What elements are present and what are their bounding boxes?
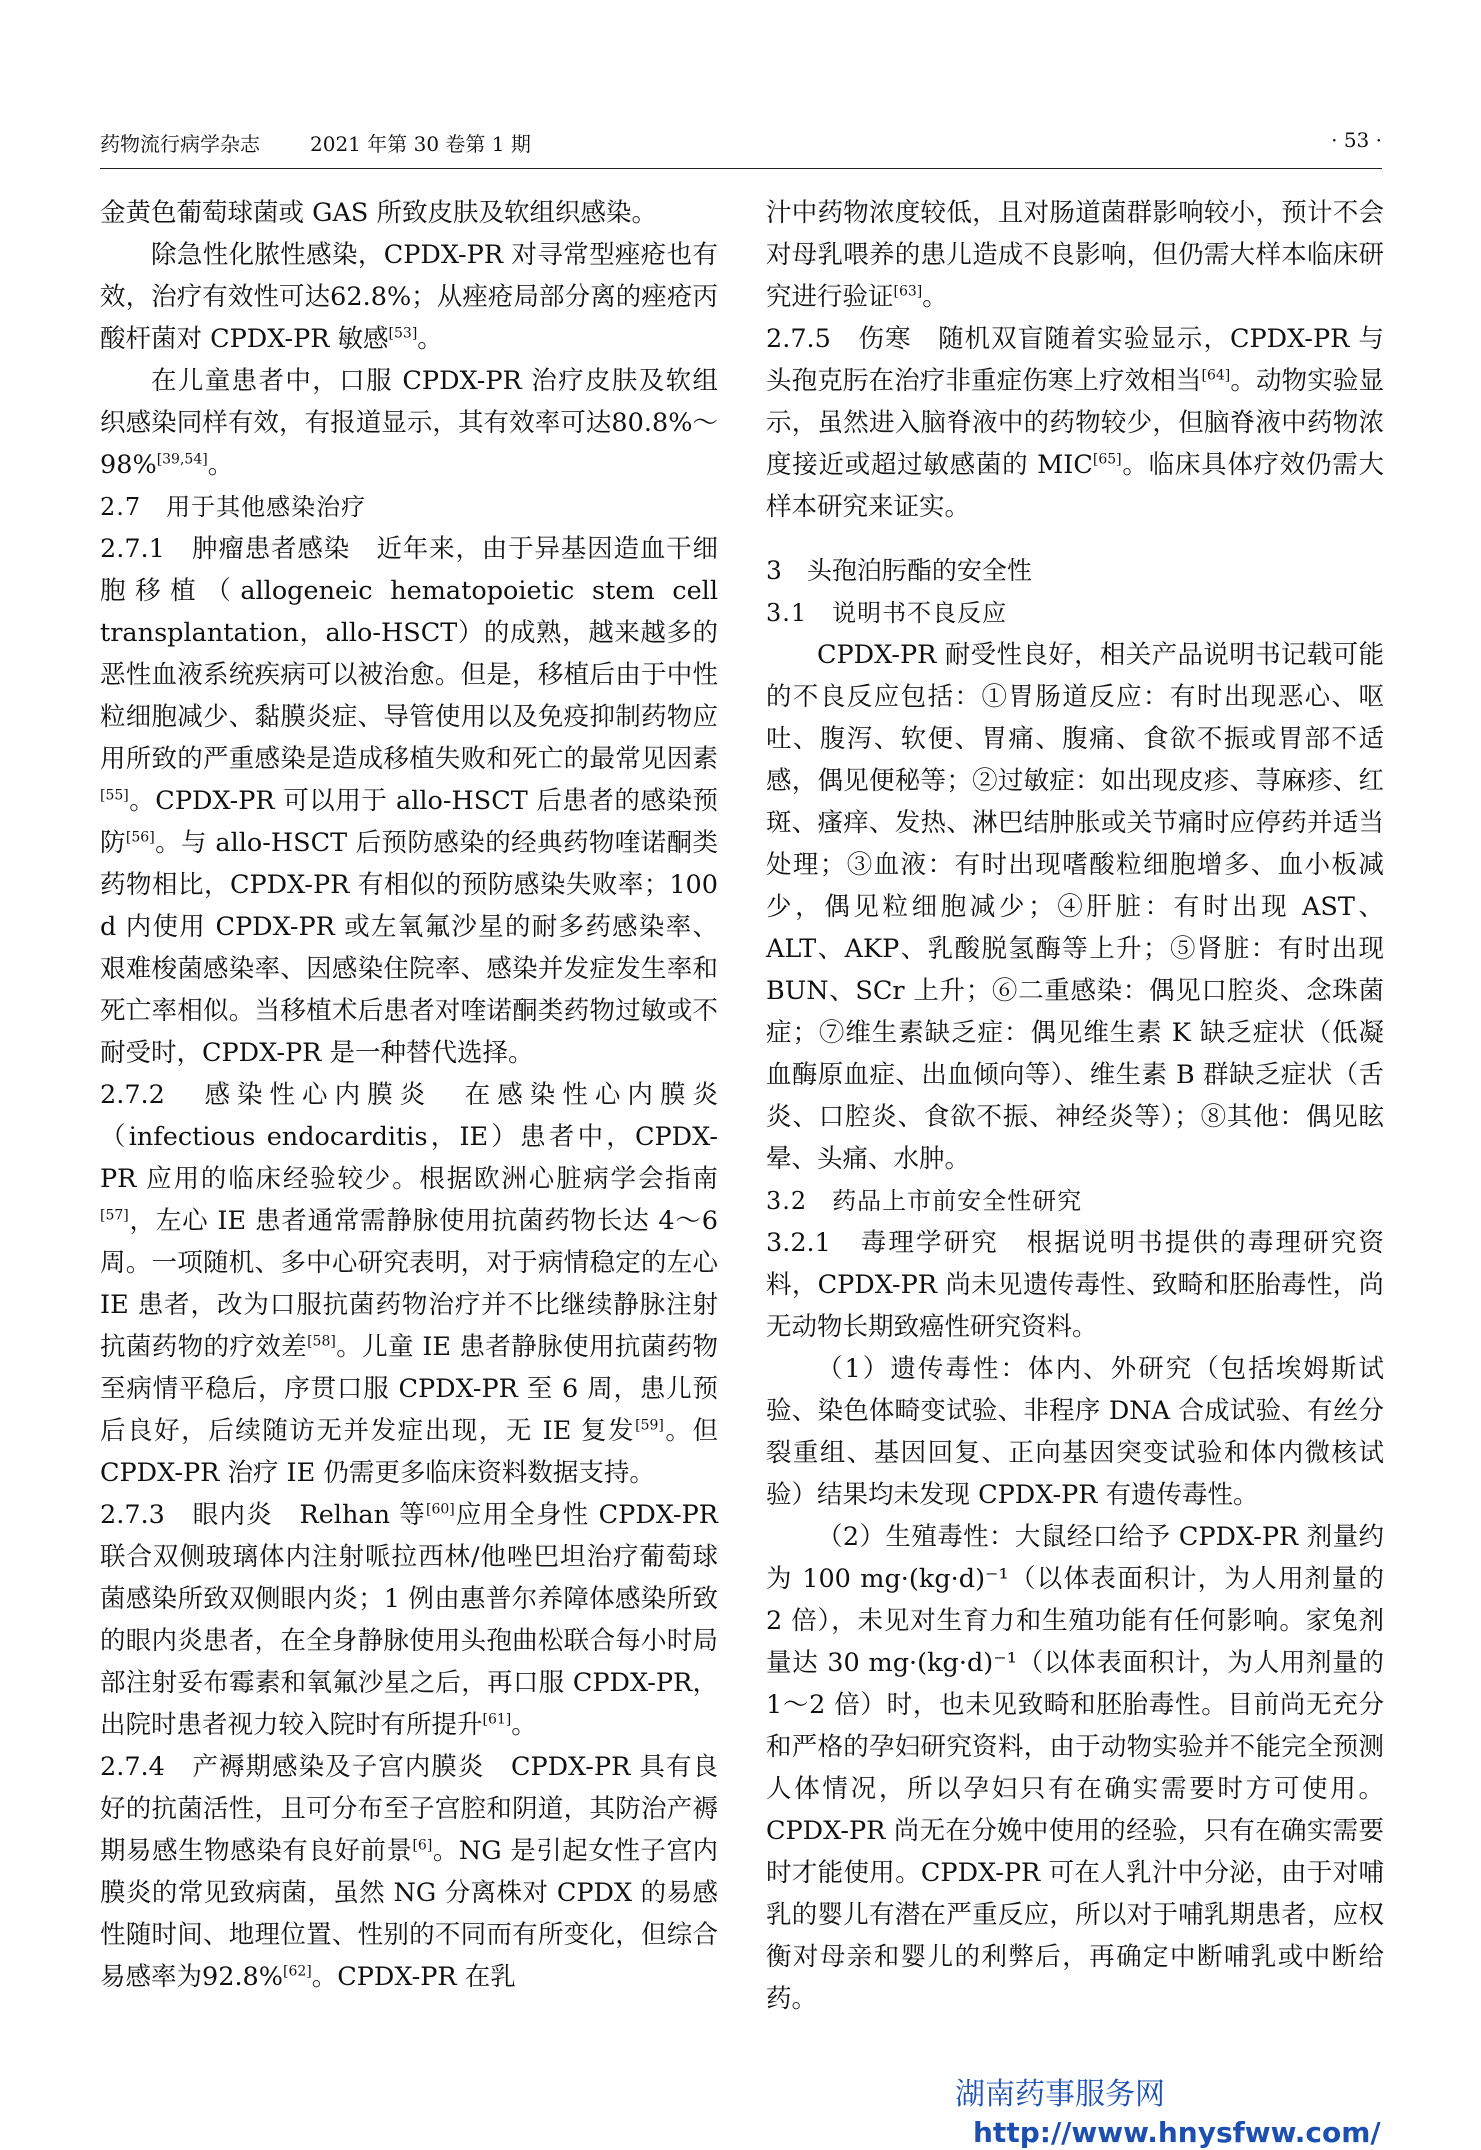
paragraph-text: 在感染性心内膜炎（infectious endocarditis，IE）患者中，CPDX-PR 应用的临床经验较少。根据欧洲心脏病学会指南: [100, 1080, 718, 1194]
citation-ref: [59]: [635, 1417, 664, 1434]
paragraph-text: 。CPDX-PR 可以用于 allo-HSCT 后患者的感染预防: [100, 786, 718, 858]
paragraph: [766, 1222, 1384, 1348]
paragraph-text: 。动物实验显示，虽然进入脑脊液中的药物较少，但脑脊液中药物浓度接近或超过敏感菌的 MIC: [766, 366, 1384, 480]
section-heading: 3 头孢泊肟酯的安全性: [766, 556, 1032, 585]
paragraph-text: 。但 CPDX-PR 治疗 IE 仍需更多临床资料数据支持。: [100, 1416, 718, 1488]
citation-ref: [65]: [1092, 451, 1122, 468]
citation-ref: [39,54]: [156, 451, 208, 468]
subsubsection-heading: 2.7.2 感染性心内膜炎: [100, 1080, 465, 1110]
paragraph: [766, 1348, 1384, 1516]
citation-ref: [62]: [283, 1963, 312, 1980]
subsubsection-heading: 3.2.1 毒理学研究: [766, 1228, 1027, 1258]
watermark-name: 湖南药事服务网: [955, 2077, 1165, 2112]
subsubsection-heading: 2.7.5 伤寒: [766, 324, 939, 354]
paragraph: [100, 1494, 718, 1746]
paragraph-text: （2）生殖毒性：大鼠经口给予 CPDX-PR 剂量约为 100 mg·(kg·d)⁻¹（以体表面积计，为人用剂量的 2 倍），未见对生育力和生殖功能有任何影响。家兔剂量达 30 mg·(kg·d)⁻¹（以体表面积计，为人用剂量的 1～2 倍）时，也未见致畸和胚胎毒性。目前尚无充分和严格的孕妇研究资料，由于动物实验并不能完全预测人体情况，所以孕妇只有在确实需要时方可使用。CPDX-PR 尚无在分娩中使用的经验，只有在确实需要时才能使用。CPDX-PR 可在人乳汁中分泌，由于对哺乳的婴儿有潜在严重反应，所以对于哺乳期患者，应权衡对母亲和婴儿的利弊后，再确定中断哺乳或中断给药。: [766, 1522, 1384, 2014]
section-gap: [766, 528, 1384, 550]
paragraph: [100, 1746, 718, 1998]
header-rule: [100, 168, 1382, 169]
paragraph: [100, 1074, 718, 1494]
paragraph: [100, 192, 718, 234]
paragraph-text: 。: [511, 1710, 537, 1740]
issue-info: 2021 年第 30 卷第 1 期: [310, 132, 531, 156]
citation-ref: [6]: [412, 1837, 433, 1854]
paragraph-text: CPDX-PR 耐受性良好，相关产品说明书记载可能的不良反应包括：①胃肠道反应：有时出现恶心、呕吐、腹泻、软便、胃痛、腹痛、食欲不振或胃部不适感，偶见便秘等；②过敏症：如出现皮疹、荨麻疹、红斑、瘙痒、发热、淋巴结肿胀或关节痛时应停药并适当处理；③血液：有时出现嗜酸粒细胞增多、血小板减少，偶见粒细胞减少；④肝脏：有时出现 AST、ALT、AKP、乳酸脱氢酶等上升；⑤肾脏：有时出现 BUN、SCr 上升；⑥二重感染：偶见口腔炎、念珠菌症；⑦维生素缺乏症：偶见维生素 K 缺乏症状（低凝血酶原血症、出血倾向等）、维生素 B 群缺乏症状（舌炎、口腔炎、食欲不振、神经炎等）；⑧其他：偶见眩晕、头痛、水肿。: [766, 640, 1384, 1174]
paragraph: [766, 192, 1384, 318]
paragraph-text: 随机双盲随着实验显示，CPDX-PR 与头孢克肟在治疗非重症伤寒上疗效相当: [766, 324, 1384, 396]
subsubsection-heading: 2.7.4 产褥期感染及子宫内膜炎: [100, 1752, 511, 1782]
citation-ref: [61]: [482, 1711, 512, 1728]
paragraph-text: 。临床具体疗效仍需大样本研究来证实。: [766, 450, 1384, 522]
paragraph: [766, 318, 1384, 528]
paragraph-text: 应用全身性 CPDX-PR 联合双侧玻璃体内注射哌拉西林/他唑巴坦治疗葡萄球菌感染所致双侧眼内炎；1 例由惠普尔养障体感染所致的眼内炎患者，在全身静脉使用头孢曲松联合每小时局部注射妥布霉素和氧氟沙星之后，再口服 CPDX-PR，出院时患者视力较入院时有所提升: [100, 1500, 718, 1740]
subsubsection-heading: 2.7.1 肿瘤患者感染: [100, 534, 377, 564]
citation-ref: [58]: [307, 1333, 336, 1350]
paragraph-text: Relhan 等: [299, 1500, 426, 1530]
subsection-heading: 3.2 药品上市前安全性研究: [766, 1187, 1083, 1215]
paragraph-text: 近年来，由于异基因造血干细胞移植（allogeneic hematopoietic stem cell transplantation，allo-HSCT）的成熟，越来越多的恶性血液系统疾病可以被治愈。但是，移植后由于中性粒细胞减少、黏膜炎症、导管使用以及免疫抑制药物应用所致的严重感染是造成移植失败和死亡的最常见因素: [100, 534, 718, 774]
watermark: [955, 2077, 1381, 2149]
right-column: [766, 192, 1384, 2020]
citation-ref: [53]: [388, 325, 418, 342]
citation-ref: [56]: [125, 829, 155, 846]
paragraph-text: 金黄色葡萄球菌或 GAS 所致皮肤及软组织感染。: [100, 198, 657, 228]
paragraph: [766, 1516, 1384, 2020]
paragraph-text: 。: [207, 450, 234, 480]
citation-ref: [64]: [1201, 367, 1231, 384]
citation-ref: [55]: [100, 787, 129, 804]
paragraph: [100, 528, 718, 1074]
paragraph-text: 。CPDX-PR 在乳: [311, 1962, 516, 1992]
watermark-url[interactable]: http://www.hnysfww.com/: [973, 2116, 1381, 2149]
paragraph-text: CPDX-PR 具有良好的抗菌活性，且可分布至子宫腔和阴道，其防治产褥期易感生物感染有良好前景: [100, 1752, 718, 1866]
citation-ref: [63]: [893, 283, 923, 300]
subsection-heading: 2.7 用于其他感染治疗: [100, 493, 367, 521]
paragraph-text: 除急性化脓性感染，CPDX-PR 对寻常型痤疮也有效，治疗有效性可达62.8%；从痤疮局部分离的痤疮丙酸杆菌对 CPDX-PR 敏感: [100, 240, 718, 354]
paragraph-text: 。儿童 IE 患者静脉使用抗菌药物至病情平稳后，序贯口服 CPDX-PR 至 6 周，患儿预后良好，后续随访无并发症出现，无 IE 复发: [100, 1332, 718, 1446]
page-number: · 53 ·: [1331, 128, 1382, 152]
paragraph-text: （1）遗传毒性：体内、外研究（包括埃姆斯试验、染色体畸变试验、非程序 DNA 合成试验、有丝分裂重组、基因回复、正向基因突变试验和体内微核试验）结果均未发现 CPDX-PR 有遗传毒性。: [766, 1354, 1384, 1510]
paragraph-text: 汁中药物浓度较低，且对肠道菌群影响较小，预计不会对母乳喂养的患儿造成不良影响，但仍需大样本临床研究进行验证: [766, 198, 1384, 312]
paragraph-text: 。: [417, 324, 443, 354]
paragraph-text: 。NG 是引起女性子宫内膜炎的常见致病菌，虽然 NG 分离株对 CPDX 的易感性随时间、地理位置、性别的不同而有所变化，但综合易感率为92.8%: [100, 1836, 718, 1992]
left-column: [100, 192, 718, 1998]
journal-name: 药物流行病学杂志: [100, 132, 260, 156]
paragraph-text: 根据说明书提供的毒理研究资料，CPDX-PR 尚未见遗传毒性、致畸和胚胎毒性，尚无动物长期致癌性研究资料。: [766, 1228, 1384, 1342]
subsection-heading: 3.1 说明书不良反应: [766, 599, 1008, 627]
paragraph-text: 。与 allo-HSCT 后预防感染的经典药物喹诺酮类药物相比，CPDX-PR 有相似的预防感染失败率；100 d 内使用 CPDX-PR 或左氧氟沙星的耐多药感染率、艰难梭菌感染率、因感染住院率、感染并发症发生率和死亡率相似。当移植术后患者对喹诺酮类药物过敏或不耐受时，CPDX-PR 是一种替代选择。: [100, 828, 718, 1068]
paragraph: [100, 234, 718, 360]
paragraph-text: 在儿童患者中，口服 CPDX-PR 治疗皮肤及软组织感染同样有效，有报道显示，其有效率可达80.8%～98%: [100, 366, 718, 480]
citation-ref: [57]: [100, 1207, 129, 1224]
citation-ref: [60]: [426, 1501, 455, 1518]
paragraph: [766, 634, 1384, 1180]
paragraph-text: ，左心 IE 患者通常需静脉使用抗菌药物长达 4～6 周。一项随机、多中心研究表明，对于病情稳定的左心 IE 患者，改为口服抗菌药物治疗并不比继续静脉注射抗菌药物的疗效差: [100, 1206, 718, 1362]
paragraph-text: 。: [922, 282, 948, 312]
paragraph: [100, 360, 718, 486]
subsubsection-heading: 2.7.3 眼内炎: [100, 1500, 300, 1530]
